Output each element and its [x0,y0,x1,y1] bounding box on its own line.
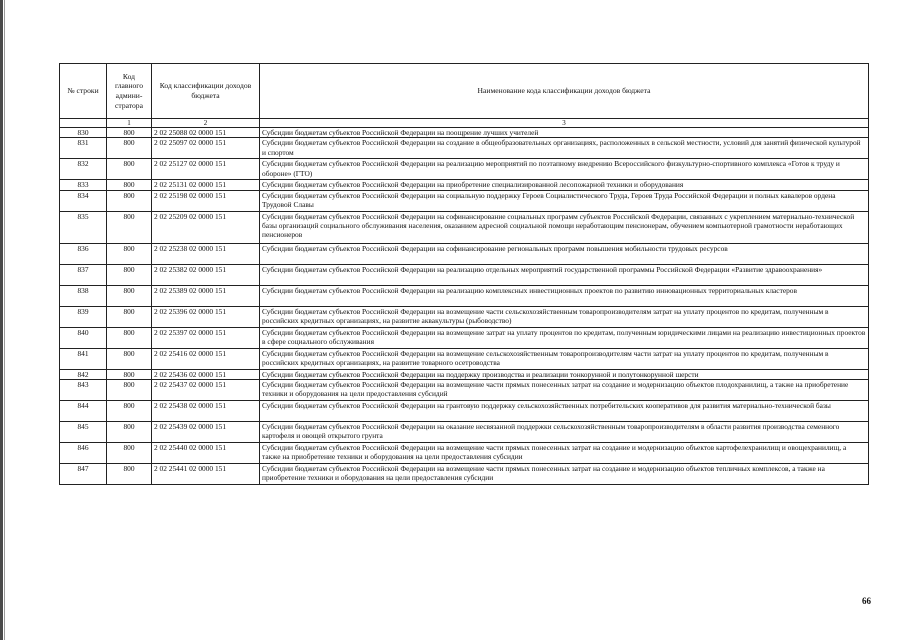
col-index-empty [60,119,107,128]
table-row [60,306,869,327]
classification-code: 2 02 25440 02 0000 151 [152,442,260,463]
row-number: 843 [60,379,107,400]
table-body [60,128,869,485]
code-name: Субсидии бюджетам субъектов Российской Федерации на грантовую поддержку сельскохозяйственных потребительских кооперативов для развития материально-технической базы [260,400,869,421]
classification-code: 2 02 25397 02 0000 151 [152,327,260,348]
table-row [60,190,869,211]
row-number: 839 [60,306,107,327]
code-name: Субсидии бюджетам субъектов Российской Федерации на софинансирование социальных программ субъектов Российской Федерации, связанных с укреплением материально-технической базы организаций социального обслуживания населения, оказанием адресной социальной помощи неработающим пенсионерам, обучением компьютерной грамотности неработающих пенсионеров [260,211,869,243]
classification-code: 2 02 25198 02 0000 151 [152,190,260,211]
classification-code: 2 02 25389 02 0000 151 [152,285,260,306]
code-name: Субсидии бюджетам субъектов Российской Федерации на возмещение части прямых понесенных затрат на создание и модернизацию объектов картофелехранилищ и овощехранилищ, а также на приобретение техники и оборудования на цели предоставления субсидии [260,442,869,463]
admin-code: 800 [107,348,152,369]
table-row [60,442,869,463]
admin-code: 800 [107,463,152,484]
row-number: 841 [60,348,107,369]
table-row [60,243,869,264]
table-row [60,379,869,400]
admin-code: 800 [107,211,152,243]
admin-code: 800 [107,159,152,180]
row-number: 844 [60,400,107,421]
table-row [60,180,869,190]
admin-code: 800 [107,400,152,421]
row-number: 845 [60,421,107,442]
row-number: 836 [60,243,107,264]
header-code-name: Наименование кода классификации доходов бюджета [260,64,869,119]
table-row [60,369,869,379]
code-name: Субсидии бюджетам субъектов Российской Федерации на создание в общеобразовательных организациях, расположенных в сельской местности, условий для занятий физической культурой и спортом [260,138,869,159]
classification-code: 2 02 25097 02 0000 151 [152,138,260,159]
code-name: Субсидии бюджетам субъектов Российской Федерации на оказание несвязанной поддержки сельскохозяйственным товаропроизводителям в области развития производства семенного картофеля и овощей открытого грунта [260,421,869,442]
classification-code: 2 02 25437 02 0000 151 [152,379,260,400]
code-name: Субсидии бюджетам субъектов Российской Федерации на приобретение специализированной лесопожарной техники и оборудования [260,180,869,190]
table-row [60,285,869,306]
admin-code: 800 [107,327,152,348]
admin-code: 800 [107,369,152,379]
col-index-3: 3 [260,119,869,128]
code-name: Субсидии бюджетам субъектов Российской Федерации на софинансирование региональных программ повышения мобильности трудовых ресурсов [260,243,869,264]
classification-code: 2 02 25438 02 0000 151 [152,400,260,421]
row-number: 837 [60,264,107,285]
code-name: Субсидии бюджетам субъектов Российской Федерации на возмещение затрат на уплату процентов по кредитам, полученным юридическими лицами на реализацию инвестиционных проектов в сфере социального обслуживания [260,327,869,348]
row-number: 832 [60,159,107,180]
code-name: Субсидии бюджетам субъектов Российской Федерации на возмещение части сельскохозяйственным товаропроизводителям затрат на уплату процентов по кредитам, полученным в российских кредитных организациях, на развитие аквакультуры (рыбоводство) [260,306,869,327]
classification-code: 2 02 25396 02 0000 151 [152,306,260,327]
row-number: 831 [60,138,107,159]
table-row [60,463,869,484]
code-name: Субсидии бюджетам субъектов Российской Федерации на социальную поддержку Героев Социалистического Труда, Героев Труда Российской Федерации и полных кавалеров ордена Трудовой Славы [260,190,869,211]
code-name: Субсидии бюджетам субъектов Российской Федерации на поддержку производства и реализации тонкорунной и полутонкорунной шерсти [260,369,869,379]
admin-code: 800 [107,128,152,138]
classification-code: 2 02 25436 02 0000 151 [152,369,260,379]
header-row-num: № строки [60,64,107,119]
table-row [60,264,869,285]
row-number: 838 [60,285,107,306]
table-row [60,128,869,138]
table-row [60,327,869,348]
code-name: Субсидии бюджетам субъектов Российской Федерации на реализацию мероприятий по поэтапному внедрению Всероссийского физкультурно-спортивного комплекса «Готов к труду и обороне» (ГТО) [260,159,869,180]
revenue-classification-table [59,63,869,485]
classification-code: 2 02 25382 02 0000 151 [152,264,260,285]
page-number: 66 [862,596,871,606]
table-row [60,421,869,442]
header-classification-code: Код классификации доходов бюджета [152,64,260,119]
row-number: 834 [60,190,107,211]
classification-code: 2 02 25441 02 0000 151 [152,463,260,484]
table-row [60,348,869,369]
admin-code: 800 [107,264,152,285]
admin-code: 800 [107,180,152,190]
row-number: 840 [60,327,107,348]
row-number: 830 [60,128,107,138]
column-index-row [60,119,869,128]
row-number: 833 [60,180,107,190]
col-index-2: 2 [152,119,260,128]
classification-code: 2 02 25416 02 0000 151 [152,348,260,369]
header-row [60,64,869,119]
table-row [60,159,869,180]
scan-edge [0,0,3,640]
header-admin-code: Код главного админи-стратора [107,64,152,119]
col-index-1: 1 [107,119,152,128]
admin-code: 800 [107,138,152,159]
classification-code: 2 02 25209 02 0000 151 [152,211,260,243]
table-row [60,211,869,243]
admin-code: 800 [107,379,152,400]
row-number: 835 [60,211,107,243]
admin-code: 800 [107,421,152,442]
table-row [60,138,869,159]
code-name: Субсидии бюджетам субъектов Российской Федерации на реализацию отдельных мероприятий государственной программы Российской Федерации «Развитие здравоохранения» [260,264,869,285]
admin-code: 800 [107,306,152,327]
admin-code: 800 [107,190,152,211]
classification-code: 2 02 25238 02 0000 151 [152,243,260,264]
classification-code: 2 02 25127 02 0000 151 [152,159,260,180]
classification-code: 2 02 25131 02 0000 151 [152,180,260,190]
admin-code: 800 [107,243,152,264]
code-name: Субсидии бюджетам субъектов Российской Федерации на возмещение части прямых понесенных затрат на создание и модернизацию объектов плодохранилищ, а также на приобретение техники и оборудования на цели предоставления субсидий [260,379,869,400]
classification-code: 2 02 25439 02 0000 151 [152,421,260,442]
scan-edge-line [4,0,5,640]
admin-code: 800 [107,285,152,306]
code-name: Субсидии бюджетам субъектов Российской Федерации на возмещение части прямых понесенных затрат на создание и модернизацию объектов тепличных комплексов, а также на приобретение техники и оборудования на цели предоставления субсидии [260,463,869,484]
code-name: Субсидии бюджетам субъектов Российской Федерации на поощрение лучших учителей [260,128,869,138]
admin-code: 800 [107,442,152,463]
code-name: Субсидии бюджетам субъектов Российской Федерации на возмещение сельскохозяйственным товаропроизводителям части затрат на уплату процентов по кредитам, полученным в российских кредитных организациях, на развитие товарного осетроводства [260,348,869,369]
classification-code: 2 02 25088 02 0000 151 [152,128,260,138]
row-number: 847 [60,463,107,484]
row-number: 846 [60,442,107,463]
table-row [60,400,869,421]
row-number: 842 [60,369,107,379]
code-name: Субсидии бюджетам субъектов Российской Федерации на реализацию комплексных инвестиционных проектов по развитию инновационных территориальных кластеров [260,285,869,306]
